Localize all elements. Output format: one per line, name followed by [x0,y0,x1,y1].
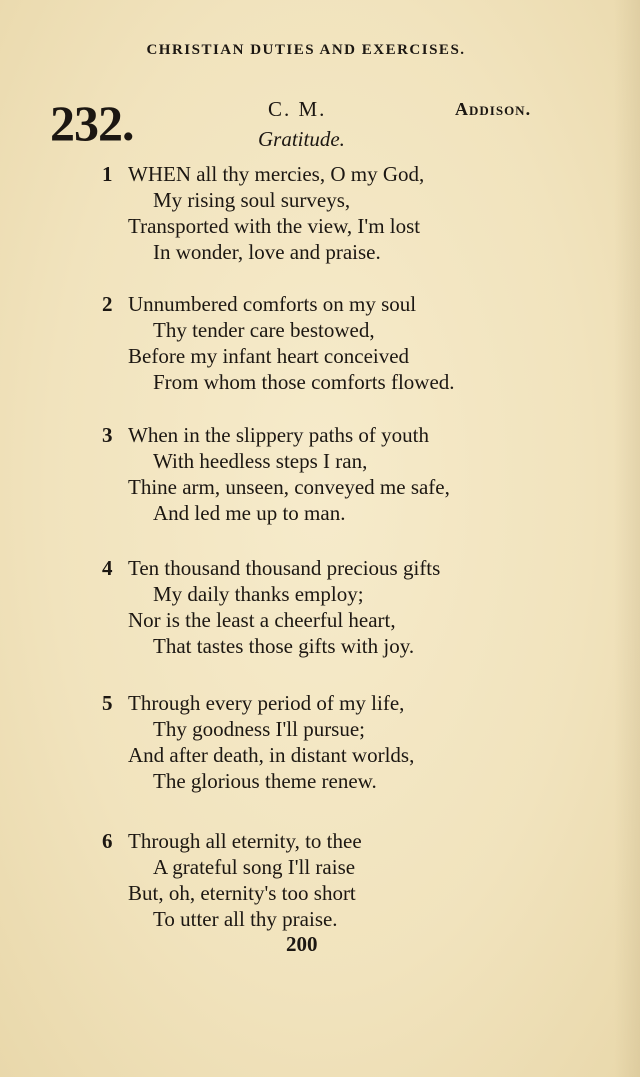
verse-line: To utter all thy praise. [153,907,338,931]
hymn-subject: Gratitude. [258,127,345,151]
verse-line: Thy goodness I'll pursue; [153,717,366,741]
verse-number: 4 [102,556,113,580]
hymn-number: 232. [50,95,134,151]
verse-number: 2 [102,292,113,316]
verse-line: My daily thanks employ; [153,582,364,606]
verse-line: A grateful song I'll raise [153,855,356,879]
verse-line: Unnumbered comforts on my soul [128,292,417,316]
verse-line: Ten thousand thousand precious gifts [128,556,441,580]
verse-line: My rising soul surveys, [153,188,351,212]
verse-line: Transported with the view, I'm lost [128,214,421,238]
verse-number: 5 [102,691,113,715]
page-number: 200 [286,932,318,956]
hymn-meter: C. M. [268,97,327,121]
verse-line: Nor is the least a cheerful heart, [128,608,396,632]
verse-line: With heedless steps I ran, [153,449,368,473]
verse-line: The glorious theme renew. [153,769,377,793]
verse-line: When in the slippery paths of youth [128,423,429,447]
verse-line: Thy tender care bestowed, [153,318,375,342]
verse-line: Thine arm, unseen, conveyed me safe, [128,475,450,499]
verse-number: 6 [102,829,113,853]
verse-line: Through every period of my life, [128,691,405,715]
verse-line: That tastes those gifts with joy. [153,634,415,658]
verse-line: Through all eternity, to thee [128,829,362,853]
verse-number: 3 [102,423,113,447]
verse-line: But, oh, eternity's too short [128,881,356,905]
verse-line: In wonder, love and praise. [153,240,381,264]
hymn-author: Addison. [455,99,532,119]
verse-line: Before my infant heart conceived [128,344,410,368]
verse-number: 1 [102,162,113,186]
running-head: CHRISTIAN DUTIES AND EXERCISES. [146,42,466,58]
verse-line: WHEN all thy mercies, O my God, [128,162,425,186]
verse-line: And led me up to man. [153,501,346,525]
verse-line: And after death, in distant worlds, [128,743,415,767]
verse-line: From whom those comforts flowed. [153,370,455,394]
